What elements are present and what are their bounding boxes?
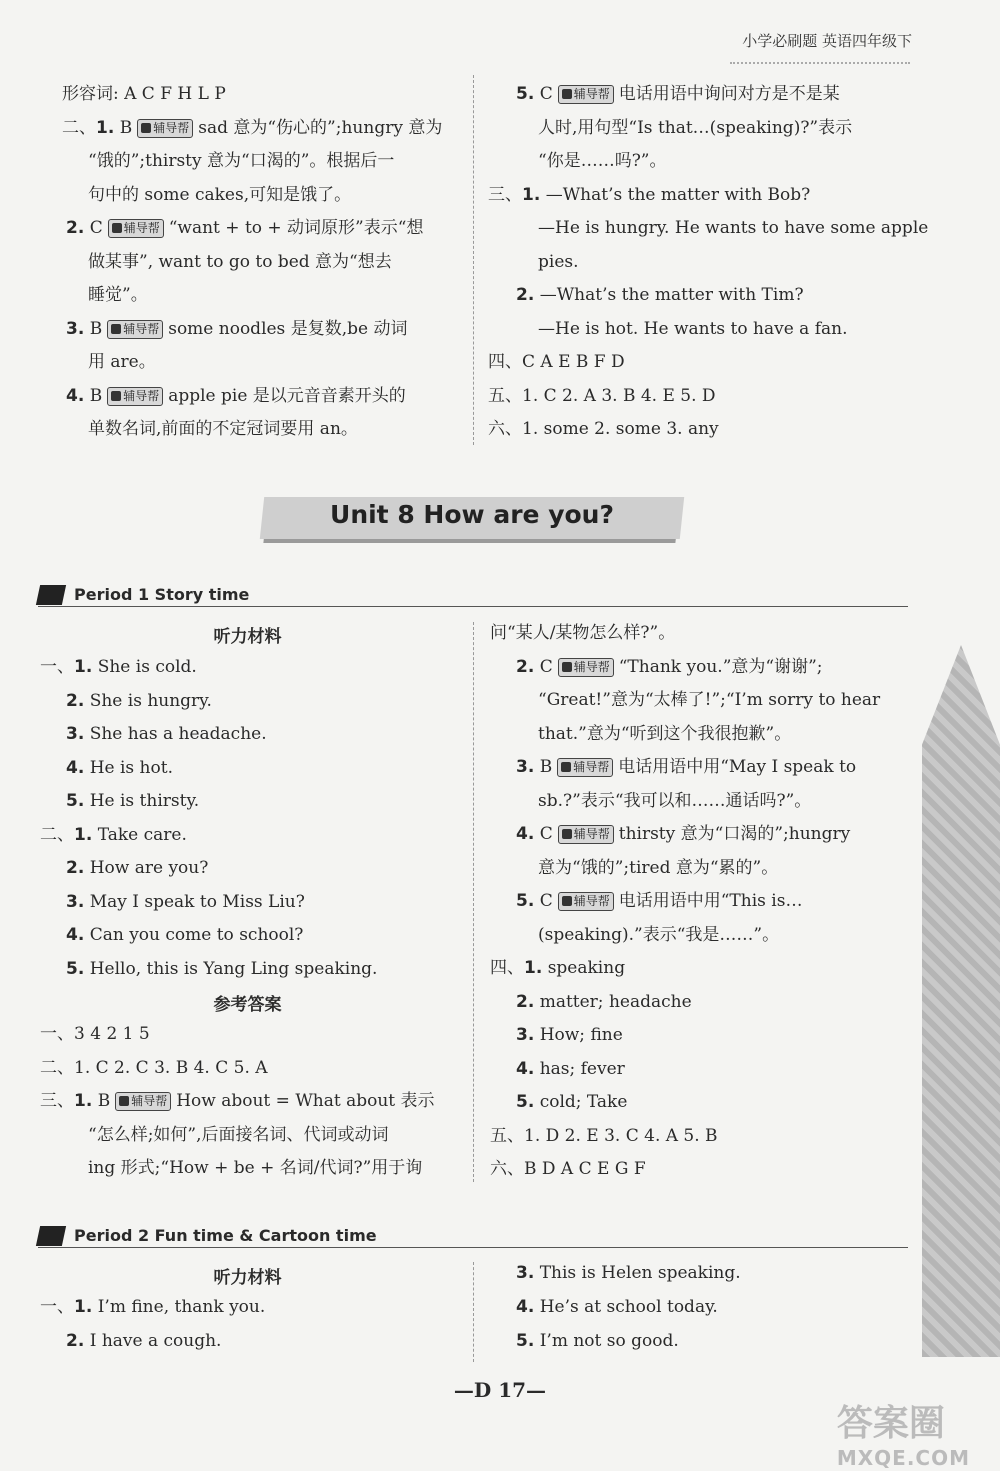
badge-label: 辅导帮 bbox=[131, 1094, 168, 1108]
line-text: “怎么样;如何”,后面接名词、代词或动词 bbox=[88, 1124, 389, 1145]
line-text: 六、1. some 2. some 3. any bbox=[488, 419, 719, 439]
badge-label: 辅导帮 bbox=[123, 221, 160, 235]
hint-badge bbox=[107, 387, 163, 406]
badge-label: 辅导帮 bbox=[573, 760, 610, 774]
question-number: 5. bbox=[66, 958, 85, 979]
line-text: She has a headache. bbox=[84, 724, 267, 744]
line-text: 一、3 4 2 1 5 bbox=[40, 1024, 150, 1044]
line-text: 意为“饿的”;tired 意为“累的”。 bbox=[538, 857, 779, 878]
line-text: “饿的”;thirsty 意为“口渴的”。根据后一 bbox=[88, 151, 395, 171]
question-number: 4. bbox=[66, 757, 85, 778]
question-number: 1. bbox=[74, 657, 93, 677]
line-text: How; fine bbox=[534, 1025, 623, 1045]
answer-letter: C bbox=[534, 891, 553, 911]
text-line bbox=[538, 690, 880, 710]
line-text: Can you come to school? bbox=[84, 925, 304, 945]
running-header: 小学必刷题 英语四年级下 bbox=[742, 32, 912, 50]
question-number: 4. bbox=[516, 1058, 535, 1079]
line-text: matter; headache bbox=[534, 991, 692, 1012]
page-number: —D 17— bbox=[453, 1378, 547, 1402]
text-line bbox=[538, 925, 779, 945]
text-line bbox=[538, 151, 667, 171]
line-text: sad 意为“伤心的”;hungry 意为 bbox=[198, 117, 443, 138]
line-text: 电话用语中询问对方是不是某 bbox=[618, 84, 840, 104]
line-text: 五、1. D 2. E 3. C 4. A 5. B bbox=[490, 1125, 718, 1146]
text-line bbox=[538, 791, 811, 811]
question-section: 一、 bbox=[40, 657, 74, 677]
book-icon bbox=[36, 585, 66, 605]
badge-label: 辅导帮 bbox=[573, 659, 610, 674]
text-line bbox=[66, 959, 377, 979]
line-text: that.”意为“听到这个我很抱歉”。 bbox=[538, 723, 792, 744]
text-line bbox=[538, 252, 579, 272]
text-line bbox=[538, 858, 778, 878]
line-text: “你是……吗?”。 bbox=[538, 151, 667, 171]
text-line bbox=[88, 185, 351, 205]
question-number: 1. bbox=[74, 1297, 93, 1317]
book-icon bbox=[562, 896, 572, 906]
question-number: 5. bbox=[516, 84, 535, 104]
question-number: 2. bbox=[516, 991, 535, 1012]
text-line bbox=[66, 724, 267, 744]
text-line bbox=[516, 1331, 679, 1351]
book-icon bbox=[562, 89, 572, 99]
question-number: 4. bbox=[516, 1297, 535, 1317]
question-number: 3. bbox=[516, 1263, 535, 1283]
line-text: May I speak to Miss Liu? bbox=[84, 891, 305, 912]
text-line bbox=[88, 1158, 422, 1178]
line-text: 做某事”, want to go to bed 意为“想去 bbox=[88, 251, 392, 272]
text-line bbox=[516, 757, 856, 777]
text-line bbox=[538, 118, 852, 138]
text-line bbox=[490, 958, 625, 978]
text-line bbox=[40, 1297, 265, 1317]
text-line bbox=[516, 1059, 625, 1079]
book-icon bbox=[562, 829, 572, 839]
text-line bbox=[62, 118, 442, 138]
line-text: 二、1. C 2. C 3. B 4. C 5. A bbox=[40, 1057, 268, 1078]
text-line bbox=[516, 1297, 718, 1317]
book-icon bbox=[111, 324, 121, 334]
text-line bbox=[516, 1263, 741, 1283]
question-number: 2. bbox=[66, 690, 85, 711]
answer-letter: B bbox=[92, 1091, 111, 1111]
question-number: 4. bbox=[66, 385, 85, 406]
question-number: 1. bbox=[74, 1091, 93, 1111]
text-line bbox=[40, 1024, 150, 1044]
column-divider bbox=[473, 75, 474, 445]
line-text: cold; Take bbox=[534, 1092, 628, 1112]
question-number: 5. bbox=[516, 891, 535, 911]
text-line bbox=[516, 1092, 627, 1112]
text-line bbox=[488, 185, 810, 205]
line-text: “Great!”意为“太棒了!”;“I’m sorry to hear bbox=[538, 690, 881, 710]
question-number: 2. bbox=[516, 285, 535, 305]
line-text: some noodles 是复数,be 动词 bbox=[168, 318, 408, 339]
text-line bbox=[66, 758, 173, 778]
question-section: 一、 bbox=[40, 1297, 74, 1317]
line-text: speaking bbox=[542, 958, 626, 978]
line-text: Take care. bbox=[92, 824, 187, 845]
line-text: How are you? bbox=[84, 858, 209, 878]
line-text: 六、B D A C E G F bbox=[490, 1159, 646, 1179]
question-number: 2. bbox=[66, 1331, 85, 1351]
hint-badge bbox=[107, 320, 163, 339]
line-text: “want + to + 动词原形”表示“想 bbox=[168, 218, 424, 238]
answer-letter: B bbox=[84, 318, 103, 339]
book-icon bbox=[36, 1226, 66, 1246]
answers-heading: 参考答案 bbox=[213, 995, 282, 1015]
line-text: 五、1. C 2. A 3. B 4. E 5. D bbox=[488, 385, 716, 406]
line-text: 问“某人/某物怎么样?”。 bbox=[490, 623, 676, 643]
badge-label: 辅导帮 bbox=[123, 321, 160, 336]
text-line bbox=[538, 724, 791, 744]
text-line bbox=[488, 386, 716, 406]
text-line bbox=[66, 691, 212, 711]
hint-badge bbox=[137, 119, 193, 138]
line-text: I’m not so good. bbox=[534, 1331, 679, 1351]
line-text: —What’s the matter with Tim? bbox=[534, 285, 804, 305]
question-section: 二、 bbox=[40, 824, 74, 845]
question-section: 二、 bbox=[62, 117, 96, 138]
question-number: 1. bbox=[522, 184, 541, 205]
answer-letter: B bbox=[114, 117, 133, 138]
text-line bbox=[88, 352, 156, 372]
text-line bbox=[66, 218, 423, 238]
line-text: 四、C A E B F D bbox=[488, 352, 625, 372]
text-line bbox=[66, 892, 305, 912]
line-text: This is Helen speaking. bbox=[534, 1263, 741, 1283]
line-text: 电话用语中用“May I speak to bbox=[618, 757, 857, 777]
hint-badge bbox=[108, 219, 164, 238]
question-number: 3. bbox=[66, 724, 85, 744]
line-text: 句中的 some cakes,可知是饿了。 bbox=[88, 184, 352, 205]
text-line bbox=[490, 1159, 646, 1179]
line-text: 形容词: A C F H L P bbox=[62, 84, 226, 104]
answer-letter: C bbox=[534, 656, 553, 677]
line-text: Hello, this is Yang Ling speaking. bbox=[84, 958, 378, 979]
question-number: 3. bbox=[516, 757, 535, 777]
text-line bbox=[516, 824, 850, 844]
book-icon bbox=[561, 762, 571, 772]
question-number: 3. bbox=[516, 1025, 535, 1045]
question-number: 5. bbox=[66, 791, 85, 811]
text-line bbox=[538, 218, 928, 238]
text-line bbox=[516, 992, 692, 1012]
line-text: thirsty 意为“口渴的”;hungry bbox=[618, 824, 851, 844]
text-line bbox=[488, 419, 719, 439]
line-text: 睡觉”。 bbox=[88, 285, 148, 305]
line-text: He is thirsty. bbox=[84, 791, 200, 811]
hint-badge bbox=[557, 758, 613, 777]
side-decoration bbox=[922, 645, 1000, 1357]
answer-letter: C bbox=[534, 84, 553, 104]
hint-badge bbox=[558, 85, 614, 104]
line-text: I’m fine, thank you. bbox=[92, 1297, 266, 1317]
hint-badge bbox=[115, 1092, 171, 1111]
watermark bbox=[837, 1395, 970, 1470]
line-text: He’s at school today. bbox=[534, 1297, 718, 1317]
text-line bbox=[516, 657, 823, 677]
text-line bbox=[516, 1025, 623, 1045]
text-line bbox=[88, 252, 392, 272]
question-number: 5. bbox=[516, 1092, 535, 1112]
line-text: “Thank you.”意为“谢谢”; bbox=[618, 656, 823, 677]
period-1-title: Period 1 Story time bbox=[74, 585, 250, 604]
line-text: (speaking).”表示“我是……”。 bbox=[538, 924, 780, 945]
period-2-header bbox=[38, 1225, 908, 1248]
text-line bbox=[516, 891, 802, 911]
book-icon bbox=[112, 223, 122, 233]
line-text: She is cold. bbox=[92, 657, 197, 677]
text-line bbox=[66, 925, 303, 945]
book-icon bbox=[141, 123, 151, 133]
text-line bbox=[516, 285, 804, 305]
line-text: 用 are。 bbox=[88, 352, 156, 372]
text-line bbox=[88, 285, 148, 305]
badge-label: 辅导帮 bbox=[573, 87, 610, 101]
text-line bbox=[490, 623, 675, 643]
watermark-url: MXQE.COM bbox=[836, 1446, 970, 1470]
question-number: 1. bbox=[524, 958, 543, 978]
book-icon bbox=[119, 1096, 129, 1106]
question-number: 4. bbox=[66, 925, 85, 945]
column-divider bbox=[473, 622, 474, 1182]
watermark-logo: 答案圈 bbox=[836, 1403, 945, 1444]
question-section: 三、 bbox=[488, 184, 522, 205]
answer-letter: B bbox=[534, 757, 553, 777]
text-line bbox=[62, 84, 226, 104]
text-line bbox=[490, 1126, 718, 1146]
text-line bbox=[538, 319, 848, 339]
text-line bbox=[488, 352, 625, 372]
badge-label: 辅导帮 bbox=[153, 120, 190, 135]
hint-badge bbox=[558, 658, 614, 677]
line-text: I have a cough. bbox=[84, 1331, 222, 1351]
question-section: 四、 bbox=[490, 958, 524, 978]
question-number: 3. bbox=[66, 318, 85, 339]
line-text: has; fever bbox=[534, 1058, 625, 1079]
question-number: 2. bbox=[516, 656, 535, 677]
listening-heading: 听力材料 bbox=[213, 1268, 282, 1288]
period-1-header bbox=[38, 584, 908, 607]
text-line bbox=[40, 825, 187, 845]
line-text: She is hungry. bbox=[84, 690, 212, 711]
text-line bbox=[88, 419, 358, 439]
text-line bbox=[66, 791, 199, 811]
answer-letter: C bbox=[84, 218, 103, 238]
question-section: 三、 bbox=[40, 1091, 74, 1111]
question-number: 3. bbox=[66, 891, 85, 912]
question-number: 4. bbox=[516, 824, 535, 844]
badge-label: 辅导帮 bbox=[573, 894, 610, 908]
text-line bbox=[40, 1058, 268, 1078]
line-text: sb.?”表示“我可以和……通话吗?”。 bbox=[538, 790, 812, 811]
badge-label: 辅导帮 bbox=[123, 388, 160, 403]
unit-title: Unit 8 How are you? bbox=[330, 500, 614, 529]
line-text: ing 形式;“How + be + 名词/代词?”用于询 bbox=[88, 1158, 423, 1178]
question-number: 1. bbox=[96, 117, 115, 138]
header-divider bbox=[730, 62, 910, 64]
text-line bbox=[66, 319, 407, 339]
line-text: 电话用语中用“This is… bbox=[618, 891, 803, 911]
book-icon bbox=[562, 662, 572, 672]
answer-letter: B bbox=[84, 385, 103, 406]
line-text: —He is hot. He wants to have a fan. bbox=[538, 318, 848, 339]
question-number: 2. bbox=[66, 218, 85, 238]
hint-badge bbox=[558, 892, 614, 911]
line-text: He is hot. bbox=[84, 757, 173, 778]
text-line bbox=[66, 386, 406, 406]
badge-label: 辅导帮 bbox=[573, 827, 610, 841]
line-text: 人时,用句型“Is that…(speaking)?”表示 bbox=[538, 117, 853, 138]
line-text: apple pie 是以元音音素开头的 bbox=[168, 385, 406, 406]
book-icon bbox=[111, 391, 121, 401]
text-line bbox=[88, 151, 394, 171]
hint-badge bbox=[558, 825, 614, 844]
line-text: —What’s the matter with Bob? bbox=[540, 184, 811, 205]
line-text: —He is hungry. He wants to have some apple bbox=[538, 218, 929, 238]
text-line bbox=[88, 1125, 389, 1145]
question-number: 5. bbox=[516, 1331, 535, 1351]
line-text: 单数名词,前面的不定冠词要用 an。 bbox=[88, 419, 358, 439]
question-number: 1. bbox=[74, 824, 93, 845]
text-line bbox=[516, 84, 840, 104]
period-2-title: Period 2 Fun time & Cartoon time bbox=[74, 1226, 377, 1245]
text-line bbox=[40, 657, 197, 677]
column-divider bbox=[473, 1262, 474, 1362]
text-line bbox=[66, 858, 208, 878]
text-line bbox=[40, 1091, 435, 1111]
listening-heading: 听力材料 bbox=[213, 627, 282, 647]
question-number: 2. bbox=[66, 858, 85, 878]
text-line bbox=[66, 1331, 221, 1351]
line-text: pies. bbox=[538, 251, 579, 272]
line-text: How about = What about 表示 bbox=[176, 1091, 435, 1111]
answer-letter: C bbox=[534, 824, 553, 844]
